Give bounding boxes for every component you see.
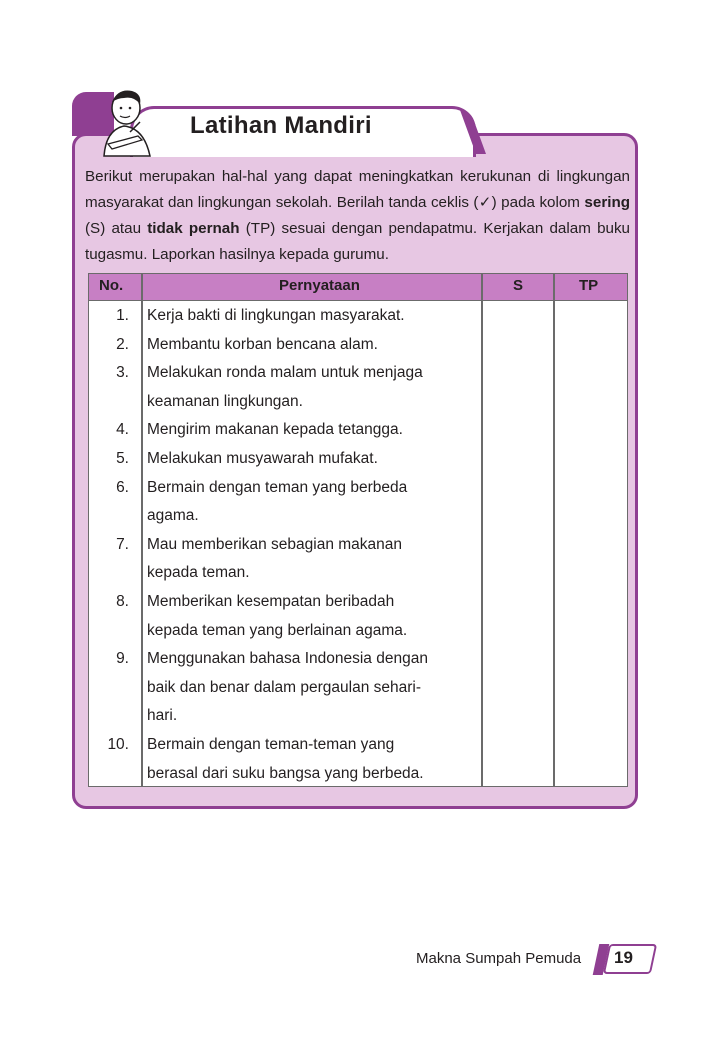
row-number: 4. xyxy=(116,421,129,439)
row-number: 6. xyxy=(116,478,129,496)
student-writing-illustration xyxy=(68,86,158,158)
instruction-bold-sering: sering xyxy=(584,194,630,211)
statement-line: Menggunakan bahasa Indonesia dengan xyxy=(147,650,428,668)
row-statement xyxy=(147,531,477,588)
statement-line: kepada teman yang berlainan agama. xyxy=(147,621,408,639)
row-statement xyxy=(147,645,477,731)
row-number: 2. xyxy=(116,335,129,353)
column-divider xyxy=(481,274,483,786)
instruction-paragraph xyxy=(85,164,630,268)
page-number: 19 xyxy=(614,948,633,967)
statement-line: Membantu korban bencana alam. xyxy=(147,335,378,353)
statement-line: Bermain dengan teman yang berbeda xyxy=(147,478,408,496)
instruction-bold-tidak-pernah: tidak pernah xyxy=(147,220,240,237)
row-statement xyxy=(147,731,477,788)
statement-line: agama. xyxy=(147,507,199,525)
instruction-text-2: (S) atau xyxy=(85,220,148,237)
column-divider xyxy=(553,274,555,786)
statement-line: Bermain dengan teman-teman yang xyxy=(147,736,395,753)
statement-line: Melakukan ronda malam untuk menjaga xyxy=(147,364,423,382)
row-number: 8. xyxy=(116,593,129,610)
instruction-text-1: Berikut merupakan hal-hal yang dapat meningkatkan kerukunan di lingkungan masyarakat dan lingkungan sekolah. Berilah tanda ceklis (✓) pada kolom xyxy=(85,168,630,211)
statement-line: Melakukan musyawarah mufakat. xyxy=(147,450,378,467)
header-no: No. xyxy=(99,277,124,294)
statement-line: Kerja bakti di lingkungan masyarakat. xyxy=(147,307,405,324)
row-number: 7. xyxy=(116,535,129,553)
table-header xyxy=(89,274,627,301)
statement-line: Mau memberikan sebagian makanan xyxy=(147,535,403,553)
row-statement xyxy=(147,359,477,416)
row-number: 1. xyxy=(116,307,129,324)
book-title: Makna Sumpah Pemuda xyxy=(416,950,582,967)
statement-table xyxy=(88,273,628,787)
statement-line: kepada teman. xyxy=(147,564,250,582)
statement-line: Mengirim makanan kepada tetangga. xyxy=(147,421,403,439)
row-number: 9. xyxy=(116,650,129,668)
statement-line: berasal dari suku bangsa yang berbeda. xyxy=(147,764,424,782)
row-statement xyxy=(147,474,477,531)
row-number: 5. xyxy=(116,450,129,467)
header-s: S xyxy=(513,277,524,294)
row-statement xyxy=(147,588,477,645)
header-tp: TP xyxy=(579,277,599,294)
row-number: 3. xyxy=(116,364,129,382)
row-statement xyxy=(147,331,477,360)
row-statement xyxy=(147,416,477,445)
instruction-text-3: (TP) sesuai dengan pendapatmu. Kerjakan dalam buku tugasmu. Laporkan hasilnya kepada gurumu. xyxy=(85,220,630,263)
header-statement: Pernyataan xyxy=(279,277,360,294)
column-divider xyxy=(141,274,143,786)
row-statement xyxy=(147,302,477,331)
row-number: 10. xyxy=(107,736,129,753)
page-title: Latihan Mandiri xyxy=(190,112,372,139)
statement-line: keamanan lingkungan. xyxy=(147,392,303,410)
statement-line: Memberikan kesempatan beribadah xyxy=(147,593,395,610)
row-statement xyxy=(147,445,477,474)
statement-line: baik dan benar dalam pergaulan sehari- xyxy=(147,678,422,696)
statement-line: hari. xyxy=(147,707,178,725)
